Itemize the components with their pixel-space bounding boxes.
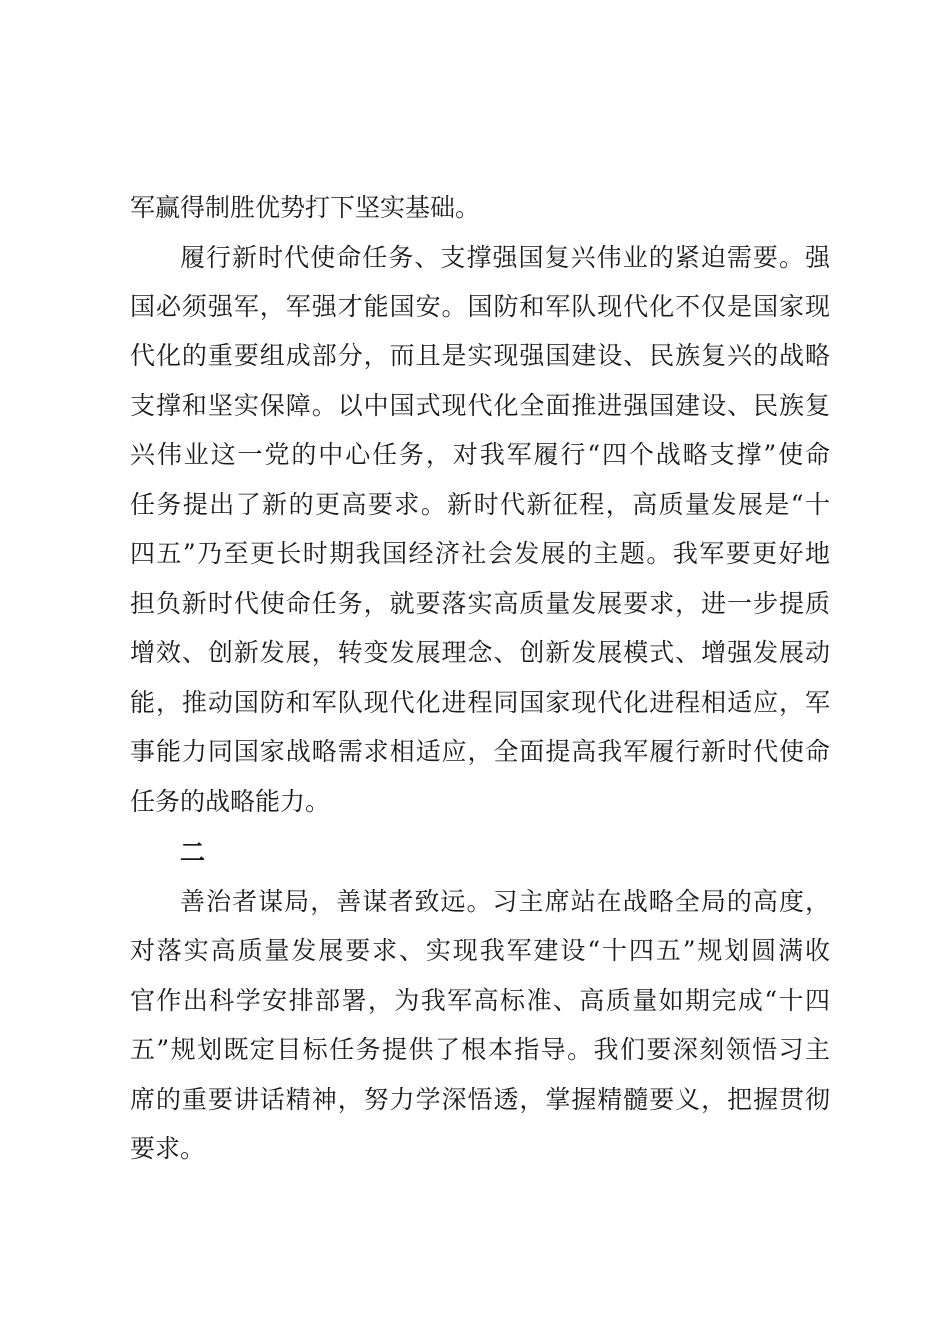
paragraph-3-line-5: 席的重要讲话精神，努力学深悟透，掌握精髓要义，把握贯彻 xyxy=(130,1085,830,1114)
paragraph-3-line-2: 对落实高质量发展要求、实现我军建设“十四五”规划圆满收 xyxy=(130,936,830,965)
paragraph-2-line-2: 国必须强军，军强才能国安。国防和军队现代化不仅是国家现 xyxy=(130,292,830,321)
paragraph-2-line-12: 任务的战略能力。 xyxy=(130,787,331,816)
paragraph-2-line-4: 支撑和坚实保障。以中国式现代化全面推进强国建设、民族复 xyxy=(130,391,830,420)
paragraph-1-line-1: 军赢得制胜优势打下坚实基础。 xyxy=(130,193,481,222)
paragraph-2-line-11: 事能力同国家战略需求相适应，全面提高我军履行新时代使命 xyxy=(130,737,830,766)
paragraph-2-line-1: 履行新时代使命任务、支撑强国复兴伟业的紧迫需要。强 xyxy=(180,243,830,272)
section-heading: 二 xyxy=(180,838,206,867)
paragraph-3-line-6: 要求。 xyxy=(130,1134,206,1163)
paragraph-2-line-8: 担负新时代使命任务，就要落实高质量发展要求，进一步提质 xyxy=(130,589,830,618)
paragraph-3-line-1: 善治者谋局，善谋者致远。习主席站在战略全局的高度， xyxy=(180,887,830,916)
paragraph-2-line-7: 四五”乃至更长时期我国经济社会发展的主题。我军要更好地 xyxy=(130,539,830,568)
paragraph-2-line-9: 增效、创新发展，转变发展理念、创新发展模式、增强发展动 xyxy=(130,638,830,667)
paragraph-2-line-3: 代化的重要组成部分，而且是实现强国建设、民族复兴的战略 xyxy=(130,341,830,370)
paragraph-2-line-10: 能，推动国防和军队现代化进程同国家现代化进程相适应，军 xyxy=(130,688,830,717)
paragraph-2-line-5: 兴伟业这一党的中心任务，对我军履行“四个战略支撑”使命 xyxy=(130,440,830,469)
paragraph-3-line-3: 官作出科学安排部署，为我军高标准、高质量如期完成“十四 xyxy=(130,986,830,1015)
paragraph-2-line-6: 任务提出了新的更高要求。新时代新征程，高质量发展是“十 xyxy=(130,490,830,519)
paragraph-3-line-4: 五”规划既定目标任务提供了根本指导。我们要深刻领悟习主 xyxy=(130,1035,830,1064)
